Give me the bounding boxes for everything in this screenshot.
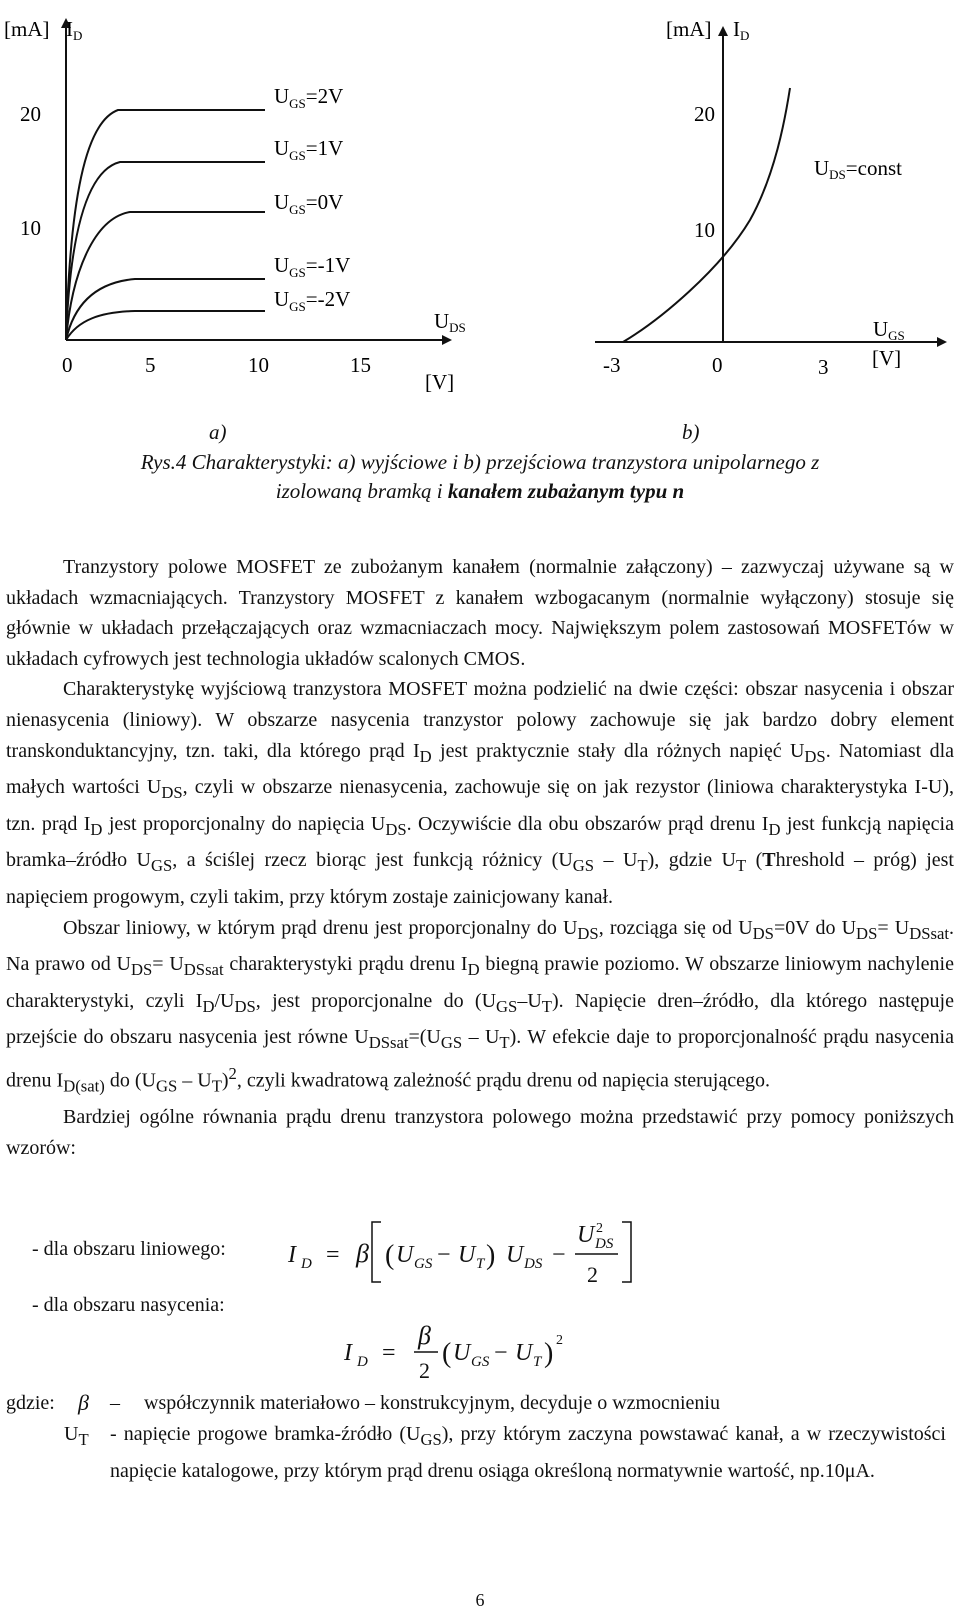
fig-a-x-tick-0: 0	[62, 353, 73, 377]
svg-text:2: 2	[596, 1221, 603, 1236]
figure-a-output-characteristics	[4, 17, 466, 394]
equation-saturation-label: - dla obszaru nasycenia:	[32, 1294, 225, 1316]
svg-text:DS: DS	[595, 1236, 614, 1252]
curve-ugs-m1v	[66, 279, 265, 340]
paragraph-2: Charakterystykę wyjściową tranzystora MOSFET można podzielić na dwie części: obszar nasycenia i obszar nienasycenia (liniowy). W obszarze nasycenia tranzystor polowy zachowuje się jak bardzo dobry element transkonduktancyjny, tzn. taki, dla którego prąd $I_D$ jest praktycznie stały dla różnych napięć $U_{DS}$. Natomiast dla małych wartości $U_{DS}$, czyli w obszarze nienasycenia, zachowuje się on jak rezystor (liniowa charakterystyka I-U), tzn. prąd $I_D$ jest proporcjonalny do napięcia $U_{DS}$. Oczywiście dla obu obszarów prąd drenu $I_D$ jest funkcją napięcia bramka–źródło $U_{GS}$, a ściślej rzecz biorąc jest funkcją różnicy $(U_{GS} - U_T)$, gdzie $U_T$ (Threshold – próg) jest napięciem progowym, czyli takim, przy którym zostaje zainicjowany kanał.	[6, 678, 955, 908]
equation-saturation	[0, 1294, 960, 1384]
svg-text:−: −	[494, 1340, 508, 1366]
definition-beta: gdzie: β – współczynnik materiałowo – konstrukcyjnym, decyduje o wzmocnieniu	[6, 1390, 720, 1415]
curve-ugs-1v	[66, 162, 265, 340]
caption-line-1: Rys.4 Charakterystyki: a) wyjściowe i b) przejściowa tranzystora unipolarnego z	[140, 450, 820, 474]
fig-b-y-tick-10: 10	[694, 218, 715, 242]
curve-label-ugs-m2v: $U_{GS}=-2V$	[274, 287, 351, 314]
svg-text:(: (	[442, 1338, 452, 1369]
svg-text:): )	[544, 1338, 554, 1369]
svg-text:I: I	[288, 1242, 296, 1268]
fig-b-x-var: UGS	[873, 317, 905, 343]
svg-text:U: U	[506, 1242, 524, 1268]
curve-label-ugs-m1v: $U_{GS}=-1V$	[274, 253, 351, 280]
curve-label-ugs-1v: $U_{GS}=1V$	[274, 136, 344, 163]
svg-text:): )	[486, 1240, 496, 1271]
svg-text:GS: GS	[471, 1354, 490, 1370]
svg-text:U: U	[396, 1242, 414, 1268]
fig-a-x-var: UDS	[434, 309, 466, 335]
svg-text:U: U	[577, 1222, 595, 1248]
figure-caption	[40, 448, 920, 506]
svg-text:T: T	[533, 1354, 542, 1370]
svg-text:(: (	[385, 1240, 395, 1271]
svg-text:2: 2	[419, 1358, 430, 1383]
fig-a-x-unit: [V]	[425, 370, 455, 394]
curve-label-ugs-2v: $U_{GS}=2V$	[274, 84, 344, 111]
fig-a-y-var: ID	[66, 17, 83, 43]
fig-b-x-tick-3: 3	[818, 355, 829, 379]
svg-text:2: 2	[556, 1333, 563, 1348]
svg-text:−: −	[437, 1242, 451, 1268]
svg-text:U: U	[515, 1340, 533, 1366]
paragraph-1: Tranzystory polowe MOSFET ze zubożanym kanałem (normalnie załączony) – zazwyczaj używane są w układach wzmacniających. Tranzystory MOSFET z kanałem wzbogacanym (normalnie wyłączony) stosuje się głównie w układach przełączających oraz wzmacniaczach mocy. Największym polem zastosowań MOSFETów w układach cyfrowych jest technologia układów scalonych CMOS.	[6, 556, 954, 670]
svg-text:T: T	[476, 1256, 485, 1272]
svg-text:D: D	[357, 1354, 368, 1370]
caption-line-2: izolowaną bramką i kanałem zubażanym typu n	[275, 479, 685, 503]
svg-text:2: 2	[587, 1262, 598, 1287]
fig-a-y-tick-20: 20	[20, 102, 41, 126]
fig-b-x-tick-m3: -3	[603, 353, 621, 377]
fig-a-y-tick-10: 10	[20, 216, 41, 240]
fig-b-y-unit: [mA]	[666, 17, 712, 41]
svg-text:D: D	[301, 1256, 312, 1272]
fig-a-y-unit: [mA]	[4, 17, 50, 41]
fig-b-x-tick-0: 0	[712, 353, 723, 377]
equation-linear	[0, 1212, 960, 1292]
curve-label-ugs-0v: $U_{GS}=0V$	[274, 190, 344, 217]
svg-text:DS: DS	[524, 1256, 543, 1272]
figure-characteristics	[0, 0, 960, 420]
fig-b-y-tick-20: 20	[694, 102, 715, 126]
svg-text:=: =	[326, 1242, 340, 1268]
svg-text:β: β	[418, 1321, 431, 1350]
curve-ugs-2v	[66, 110, 265, 340]
figure-b-label: b)	[682, 420, 700, 444]
svg-text:−: −	[552, 1242, 566, 1268]
fig-a-x-tick-15: 15	[350, 353, 371, 377]
svg-text:GS: GS	[414, 1256, 433, 1272]
equation-saturation-formula	[0, 1294, 960, 1384]
body-text	[6, 552, 954, 1163]
svg-text:U: U	[453, 1340, 471, 1366]
svg-text:I: I	[344, 1340, 352, 1366]
equation-linear-label: - dla obszaru liniowego:	[32, 1238, 226, 1260]
fig-b-x-unit: [V]	[872, 346, 902, 370]
fig-b-note-uds-const: UDS=const	[814, 156, 902, 182]
curve-transfer	[623, 88, 790, 342]
svg-text:=: =	[382, 1340, 396, 1366]
fig-a-x-tick-5: 5	[145, 353, 156, 377]
curve-ugs-m2v	[66, 311, 265, 340]
svg-text:U: U	[458, 1242, 476, 1268]
figure-b-transfer-characteristic	[595, 17, 945, 379]
paragraph-3: Obszar liniowy, w którym prąd drenu jest proporcjonalny do $U_{DS}$, rozciąga się od $U_{DS}=0V$ do $U_{DS}= U_{DSsat}$. Na prawo od $U_{DS}= U_{DSsat}$ charakterystyki prądu drenu $I_D$ biegną prawie poziomo. W obszarze liniowym nachylenie charakterystyki, czyli $I_D/U_{DS}$, jest proporcjonalne do $(U_{GS}-U_T)$. Napięcie dren–źródło, dla którego następuje przejście do obszaru nasycenia jest równe $U_{DSsat}=(U_{GS} - U_T)$. W efekcie daje to proporcjonalność prądu nasycenia drenu $I_{D(sat)}$ do $(U_{GS} - U_T)^2$, czyli kwadratową zależność prądu drenu od napięcia sterującego.	[6, 916, 955, 1096]
fig-a-x-tick-10: 10	[248, 353, 269, 377]
definition-ut: $U_T$ - napięcie progowe bramka-źródło $(U_{GS})$, przy którym zaczyna powstawać kanał, a w rzeczywistości napięcie katalogowe, przy którym prąd drenu osiąga określoną normatywnie wartość, np.10μA.	[64, 1423, 946, 1482]
curve-ugs-0v	[66, 212, 265, 340]
fig-b-y-var: ID	[733, 17, 750, 43]
figure-a-label: a)	[209, 420, 227, 444]
definitions	[6, 1388, 946, 1486]
equation-linear-formula	[0, 1212, 960, 1292]
svg-text:β: β	[356, 1239, 369, 1268]
paragraph-4: Bardziej ogólne równania prądu drenu tranzystora polowego można przedstawić przy pomocy poniższych wzorów:	[6, 1106, 954, 1159]
page-number: 6	[475, 1590, 485, 1610]
